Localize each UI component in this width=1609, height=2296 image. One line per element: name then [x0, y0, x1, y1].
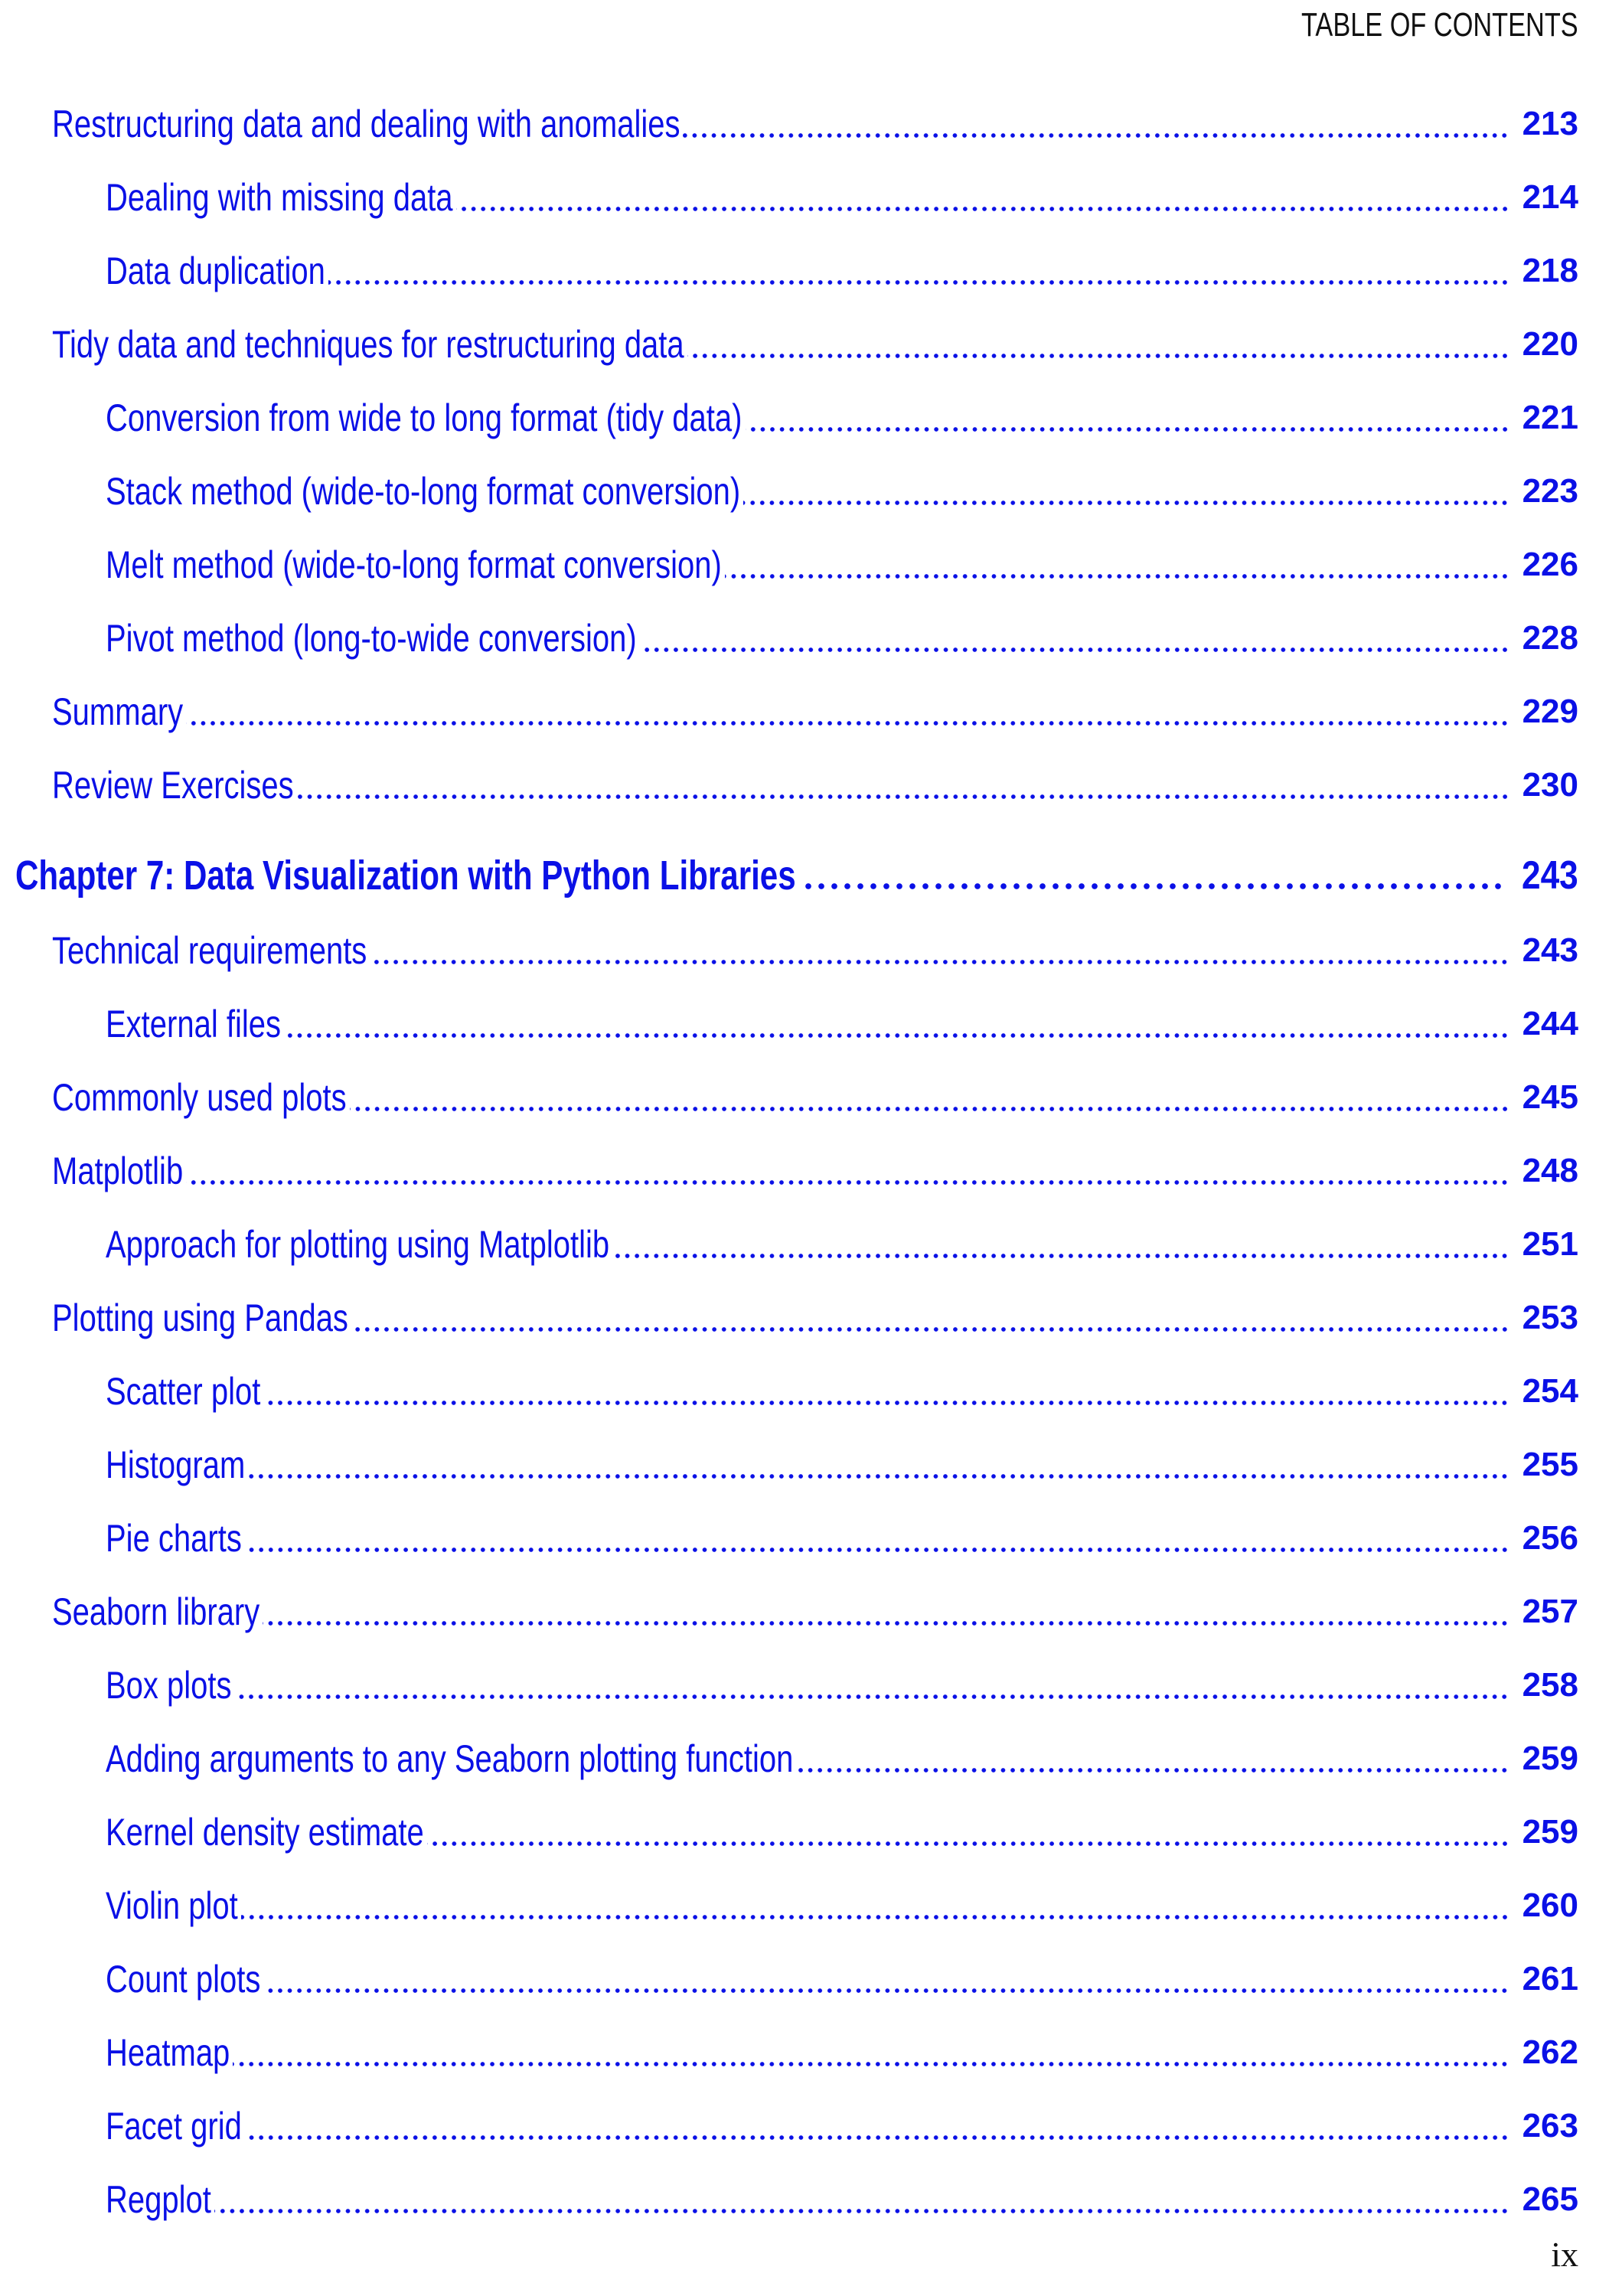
- toc-entry-link[interactable]: [0, 314, 1578, 367]
- toc-entry-page-number: 251: [1522, 1225, 1578, 1263]
- toc-entry-title-wrap: [106, 1883, 1517, 1929]
- toc-entry-link[interactable]: [0, 1434, 1578, 1488]
- toc-entry-title-wrap: [106, 2103, 1517, 2149]
- toc-entry-title-wrap: [106, 1956, 1517, 2002]
- dot-leader: [297, 762, 1509, 808]
- dot-leader: [746, 395, 1509, 441]
- toc-entry-page-number: 214: [1522, 178, 1578, 216]
- dot-leader: [427, 1809, 1509, 1855]
- dot-leader: [263, 1368, 1509, 1414]
- toc-entry-title-wrap: [106, 615, 1517, 661]
- toc-entry-link[interactable]: [0, 1581, 1578, 1635]
- toc-entry-link[interactable]: [0, 1214, 1578, 1267]
- dot-leader: [328, 248, 1509, 294]
- toc-entry-page-number: 223: [1522, 472, 1578, 510]
- toc-entry-title-wrap: [106, 1442, 1517, 1488]
- toc-entry-page-number: 262: [1522, 2033, 1578, 2071]
- dot-leader: [234, 1662, 1509, 1708]
- toc-entry-link[interactable]: [0, 920, 1578, 974]
- toc-entry-title: Stack method (wide-to-long format conversion): [106, 470, 741, 513]
- toc-entry-page-number: 229: [1522, 693, 1578, 730]
- dot-leader: [351, 1295, 1509, 1341]
- toc-entry-title: Chapter 7: Data Visualization with Python Libraries: [15, 853, 796, 899]
- toc-entry-page-number: 245: [1522, 1078, 1578, 1116]
- toc-entry-page-number: 228: [1522, 619, 1578, 657]
- toc-entry-link[interactable]: [0, 534, 1578, 588]
- dot-leader: [640, 615, 1509, 661]
- toc-entry-page-number: 248: [1522, 1152, 1578, 1189]
- toc-entry-page-number: 221: [1522, 399, 1578, 436]
- toc-entry-title: Seaborn library: [52, 1590, 260, 1633]
- toc-entry-title: Regplot: [106, 2178, 211, 2221]
- toc-entry-title: Restructuring data and dealing with anomalies: [52, 103, 680, 145]
- toc-entry-link[interactable]: [0, 167, 1578, 220]
- toc-entry-page-number: 244: [1522, 1005, 1578, 1042]
- toc-entry-page-number: 253: [1522, 1299, 1578, 1336]
- toc-entry-title-wrap: [106, 1368, 1517, 1414]
- toc-entry-title: Heatmap: [106, 2031, 230, 2074]
- toc-entry-title-wrap: [52, 928, 1517, 974]
- toc-entry-page-number: 261: [1522, 1960, 1578, 1998]
- toc-entry-title-wrap: [15, 853, 1512, 899]
- toc-entry-title-wrap: [106, 1515, 1517, 1561]
- toc-entry-title: Technical requirements: [52, 929, 367, 972]
- toc-entry-title: Review Exercises: [52, 764, 294, 807]
- toc-entry-title: Summary: [52, 690, 184, 733]
- toc-entry-title-wrap: [106, 1736, 1517, 1782]
- dot-leader: [350, 1075, 1509, 1120]
- toc-entry-title-wrap: [106, 395, 1517, 441]
- dot-leader: [248, 1442, 1509, 1488]
- dot-leader: [186, 689, 1509, 735]
- dot-leader: [214, 2177, 1509, 2223]
- toc-entry-link[interactable]: [0, 2095, 1578, 2149]
- toc-entry-title: Melt method (wide-to-long format conversion): [106, 543, 722, 586]
- toc-entry-page-number: 263: [1522, 2107, 1578, 2144]
- toc-entry-link[interactable]: [0, 1875, 1578, 1929]
- running-head: TABLE OF CONTENTS: [1301, 6, 1578, 44]
- toc-entry-link[interactable]: [0, 240, 1578, 294]
- toc-entry-title: Conversion from wide to long format (tidy data): [106, 396, 742, 439]
- toc-entry-title: Plotting using Pandas: [52, 1296, 348, 1339]
- toc-entry-link[interactable]: [0, 681, 1578, 735]
- toc-entry-title-wrap: [52, 762, 1517, 808]
- toc-entry-title: Histogram: [106, 1443, 246, 1486]
- dot-leader: [456, 174, 1509, 220]
- toc-entry-title-wrap: [106, 248, 1517, 294]
- dot-leader: [612, 1221, 1509, 1267]
- dot-leader: [743, 468, 1509, 514]
- toc-entry-link[interactable]: [0, 2022, 1578, 2076]
- toc-entry-link[interactable]: [0, 2169, 1578, 2223]
- toc-entry-title: Data duplication: [106, 249, 325, 292]
- toc-entry-title-wrap: [52, 1075, 1517, 1120]
- toc-entry-title: Matplotlib: [52, 1150, 184, 1192]
- toc-entry-link[interactable]: [0, 387, 1578, 441]
- toc-entry-title: Adding arguments to any Seaborn plotting function: [106, 1737, 794, 1780]
- toc-entry-title-wrap: [52, 1148, 1517, 1194]
- toc-entry-title-wrap: [52, 101, 1517, 147]
- toc-entry-link[interactable]: [0, 1140, 1578, 1194]
- toc-entry-title-wrap: [52, 689, 1517, 735]
- toc-entry-page-number: 243: [1522, 853, 1578, 898]
- dot-leader: [796, 1736, 1509, 1782]
- toc-chapter-link[interactable]: [0, 845, 1578, 899]
- toc-entry-title-wrap: [106, 174, 1517, 220]
- toc-entry-link[interactable]: [0, 608, 1578, 661]
- toc-entry-page-number: 218: [1522, 252, 1578, 289]
- toc-entry-page-number: 226: [1522, 546, 1578, 583]
- toc-entry-title-wrap: [106, 1001, 1517, 1047]
- toc-entry-link[interactable]: [0, 1728, 1578, 1782]
- toc-entry-link[interactable]: [0, 1655, 1578, 1708]
- toc-entry-page-number: 254: [1522, 1372, 1578, 1410]
- toc-entry-link[interactable]: [0, 1287, 1578, 1341]
- dot-leader: [241, 1883, 1509, 1929]
- page-number-folio: ix: [1551, 2235, 1578, 2274]
- toc-entry-title: Scatter plot: [106, 1370, 261, 1413]
- toc-entry-link[interactable]: [0, 93, 1578, 147]
- toc-entry-link[interactable]: [0, 993, 1578, 1047]
- dot-leader: [245, 1515, 1509, 1561]
- dot-leader: [245, 2103, 1509, 2149]
- toc-entry-title: External files: [106, 1003, 281, 1045]
- toc-entry-title-wrap: [106, 542, 1517, 588]
- dot-leader: [233, 2030, 1509, 2076]
- toc-entry-title: Approach for plotting using Matplotlib: [106, 1223, 610, 1266]
- dot-leader: [687, 321, 1509, 367]
- toc-entry-page-number: 265: [1522, 2180, 1578, 2218]
- dot-leader: [284, 1001, 1509, 1047]
- toc-entry-title: Pie charts: [106, 1517, 242, 1560]
- toc-entry-page-number: 220: [1522, 325, 1578, 363]
- dot-leader: [683, 101, 1509, 147]
- dot-leader: [725, 542, 1509, 588]
- dot-leader: [263, 1956, 1509, 2002]
- toc-entry-page-number: 230: [1522, 766, 1578, 804]
- toc-entry-title-wrap: [52, 1589, 1517, 1635]
- toc-entry-title-wrap: [106, 2177, 1517, 2223]
- toc-entry-link[interactable]: [0, 1361, 1578, 1414]
- toc-entry-page-number: 259: [1522, 1813, 1578, 1851]
- dot-leader: [370, 928, 1509, 974]
- toc-entry-link[interactable]: [0, 461, 1578, 514]
- toc-entry-page-number: 260: [1522, 1887, 1578, 1924]
- toc-entry-page-number: 259: [1522, 1740, 1578, 1777]
- toc-entry-title-wrap: [106, 1662, 1517, 1708]
- dot-leader: [263, 1589, 1509, 1635]
- toc-entry-title: Dealing with missing data: [106, 176, 453, 219]
- toc-entry-link[interactable]: [0, 1508, 1578, 1561]
- dot-leader: [799, 853, 1505, 899]
- toc-entry-title-wrap: [106, 2030, 1517, 2076]
- toc-entry-title: Violin plot: [106, 1884, 238, 1927]
- toc-entry-title: Box plots: [106, 1664, 232, 1707]
- toc-entry-page-number: 243: [1522, 931, 1578, 969]
- toc-entry-page-number: 256: [1522, 1519, 1578, 1557]
- toc-entry-page-number: 213: [1522, 105, 1578, 142]
- toc-entry-title-wrap: [52, 1295, 1517, 1341]
- toc-entry-title: Tidy data and techniques for restructuring data: [52, 323, 684, 366]
- toc-entry-title-wrap: [106, 1221, 1517, 1267]
- toc-entry-page-number: 258: [1522, 1666, 1578, 1704]
- toc-entry-link[interactable]: [0, 1949, 1578, 2002]
- toc-entry-title: Facet grid: [106, 2105, 242, 2148]
- toc-entry-link[interactable]: [0, 1802, 1578, 1855]
- toc-entry-page-number: 257: [1522, 1593, 1578, 1630]
- toc-entry-link[interactable]: [0, 755, 1578, 808]
- toc-entry-title: Commonly used plots: [52, 1076, 347, 1119]
- toc-entry-link[interactable]: [0, 1067, 1578, 1120]
- toc-entry-title-wrap: [106, 1809, 1517, 1855]
- toc-entry-title: Kernel density estimate: [106, 1811, 424, 1854]
- toc-entry-page-number: 255: [1522, 1446, 1578, 1483]
- toc-entry-title: Pivot method (long-to-wide conversion): [106, 617, 637, 660]
- toc-entry-title-wrap: [106, 468, 1517, 514]
- dot-leader: [186, 1148, 1509, 1194]
- toc-entry-title: Count plots: [106, 1958, 261, 2001]
- toc-entry-title-wrap: [52, 321, 1517, 367]
